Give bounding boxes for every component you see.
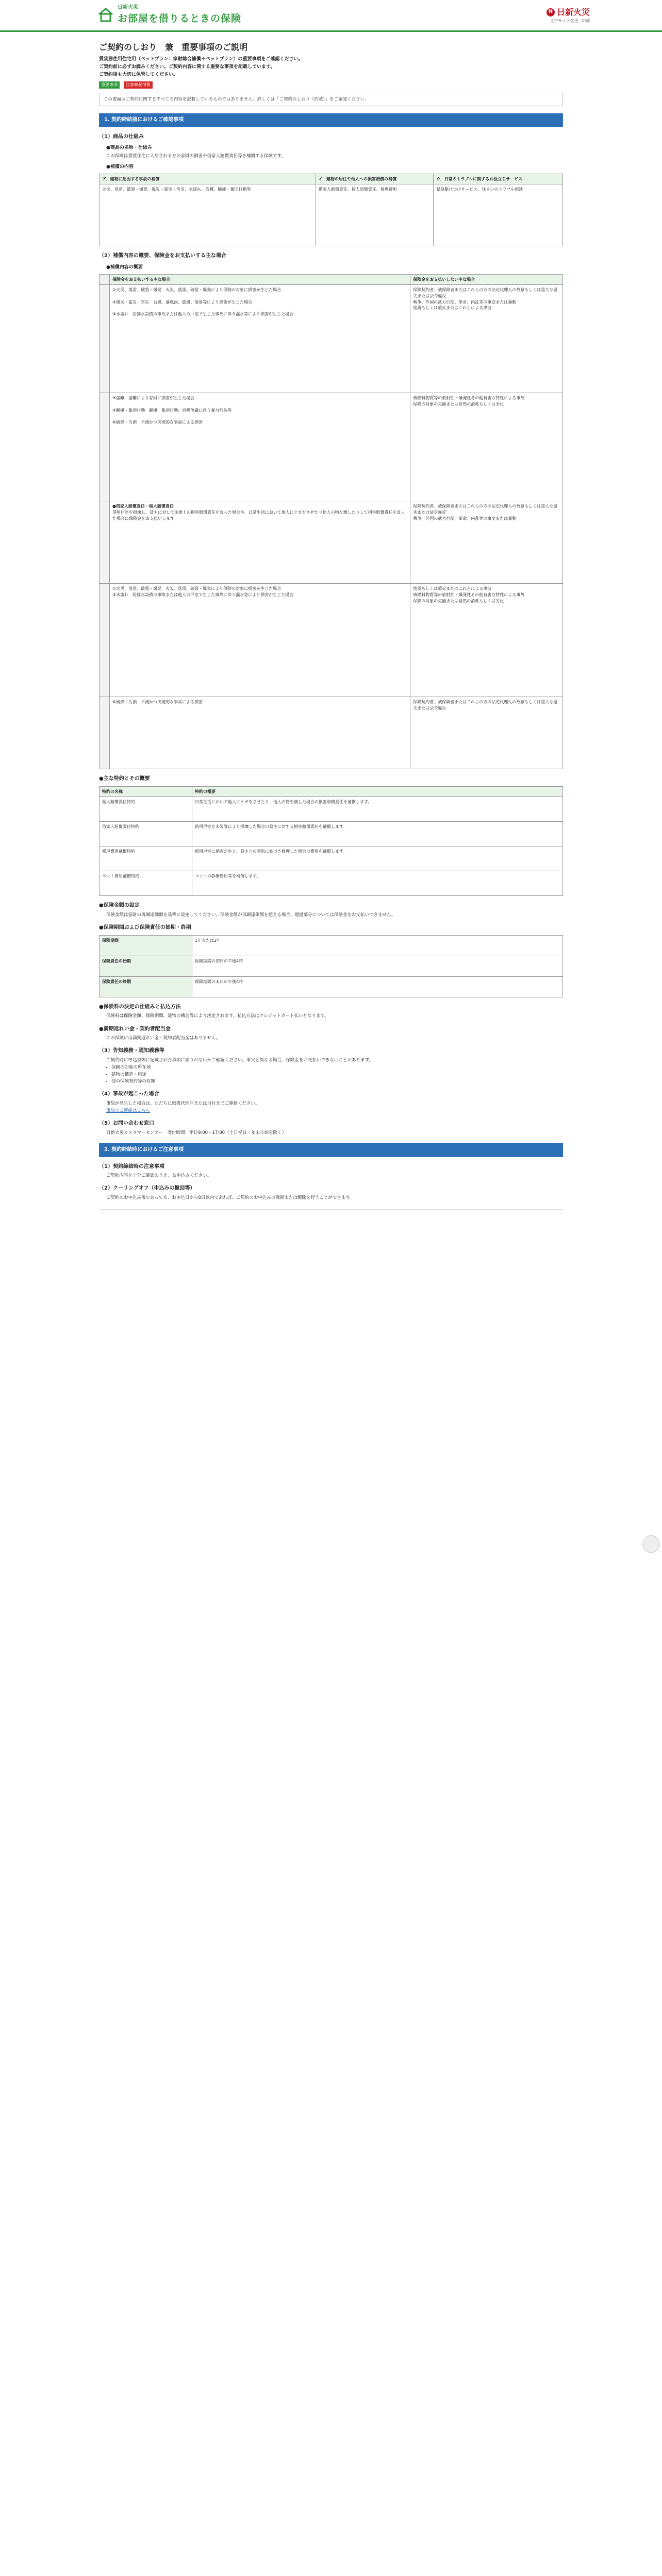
pay-item: ③水濡れ 給排水設備の事故または他人の戸室で生じた事故に伴う漏水等により損害が生じた場合	[112, 311, 294, 316]
intro-line: 賃貸居住用住宅用（ペットプラン：家財総合補償＋ペットプラン）の重要事項をご確認ください。	[99, 57, 303, 62]
period-value: 1年または2年	[192, 935, 563, 956]
period-value: 保険期間の末日の午後4時	[192, 976, 563, 997]
claim-heading: （4）事故が起こった場合	[99, 1091, 159, 1097]
claim-link[interactable]: 事故のご連絡はこちら	[106, 1108, 151, 1113]
s2-sub: ●補償内容の概要	[106, 264, 143, 270]
coverage-header: イ．建物の居住や他人への損害賠償の補償	[316, 174, 433, 184]
note-box: この書面はご契約に関するすべての内容を記載しているものではありません。詳しくは「ご契約のしおり（約款）」をご確認ください。	[99, 93, 563, 106]
nopay-item: 保険の対象の欠陥または自然の消耗もしくは劣化	[413, 401, 504, 406]
period-heading: ●保険期間および保険責任の始期・終期	[99, 925, 191, 931]
intro-line: ご契約後も大切に保管してください。	[99, 72, 178, 78]
pay-cell	[110, 697, 410, 769]
period-value: 保険期間の初日の午後4時	[192, 956, 563, 976]
coverage-header: ア．建物に起因する事故の補償	[100, 174, 316, 184]
liability-text: 借用戸室を損壊し、貸主に対して法律上の損害賠償責任を負った場合や、日常生活において他人にケガをさせたり他人の物を壊したりして損害賠償責任を負った場合に保険金をお支払いします。	[112, 510, 405, 521]
font-size-link[interactable]: 文字サイズ変更	[550, 19, 578, 24]
nopay-cell	[410, 697, 563, 769]
site-header	[0, 0, 662, 32]
period-table	[99, 935, 563, 997]
coverage-cell: 緊急駆けつけサービス、住まいのトラブル相談	[434, 184, 563, 246]
pay-item: ⑤騒擾・集団行動 騒擾、集団行動、労働争議に伴う暴力行為等	[112, 408, 232, 413]
pay-item: ③水濡れ 給排水設備の事故または他人の戸室で生じた事故に伴う漏水等により損害が生じた場合	[112, 592, 294, 597]
intro-line: ご契約前に必ずお読みください。ご契約内容に関する重要な事項を記載しています。	[99, 64, 275, 70]
section2-heading: （1）契約締結時の注意事項	[99, 1163, 164, 1170]
category-cell	[100, 393, 110, 501]
period-label: 保険期間	[100, 935, 192, 956]
nopay-cell	[410, 393, 563, 501]
category-cell	[100, 584, 110, 697]
nopay-cell	[410, 285, 563, 393]
premium-heading: ●保険料の決定の仕組みと払込方法	[99, 1004, 181, 1010]
pet-icon[interactable]	[642, 1535, 660, 1553]
pay-item: ①火災、落雷、破裂・爆発 火災、落雷、破裂・爆発により保険の対象に損害が生じた場合	[112, 287, 282, 293]
intro	[99, 56, 563, 78]
category-cell	[100, 501, 110, 584]
s1-text: この保険は賃貸住宅に入居される方の家財の損害や借家人賠償責任等を補償する保険です。	[106, 154, 286, 159]
pay-cell	[110, 285, 410, 393]
pay-cell	[110, 584, 410, 697]
nopay-item: 核燃料物質等の放射性・爆発性その他有害な特性による事故	[413, 396, 525, 401]
special-desc: 借用戸室を火災等により損壊した場合の貸主に対する損害賠償責任を補償します。	[192, 822, 563, 846]
notice-item: • 建物の構造・用途	[111, 1072, 563, 1078]
brand-title: お部屋を借りるときの保険	[118, 12, 242, 24]
refund-text: この保険には満期返れい金・契約者配当金はありません。	[106, 1036, 221, 1041]
company-logo-text: 日新火災	[556, 7, 590, 18]
nopay-item: 地震もしくは噴火またはこれらによる津波	[413, 586, 492, 591]
company-mark-icon: N	[547, 8, 555, 16]
pay-item: ⑥破損・汚損 不測かつ突発的な事故による損害	[112, 700, 203, 705]
special-name: 修理費用補償特約	[100, 846, 192, 871]
pay-item: ②風災・雹災・雪災 台風、暴風雨、旋風、竜巻等により損害が生じた場合	[112, 299, 253, 304]
nopay-item: 保険の対象の欠陥または自然の消耗もしくは劣化	[413, 598, 504, 603]
notice-list	[111, 1064, 563, 1084]
nopay-item: 地震もしくは噴火またはこれらによる津波	[413, 306, 492, 311]
pay-item: ①火災、落雷、破裂・爆発 火災、落雷、破裂・爆発により保険の対象に損害が生じた場合	[112, 586, 282, 591]
category-cell	[100, 285, 110, 393]
tag-caution: 注意喚起情報	[124, 81, 153, 89]
special-header: 特約の概要	[192, 786, 563, 797]
nopay-item: 保険契約者、被保険者またはこれらの方の法定代理人の故意もしくは重大な過失または法令違反	[413, 504, 558, 515]
section2-text: ご契約内容を十分ご確認のうえ、お申込みください。	[106, 1173, 212, 1179]
payment-table	[99, 274, 563, 770]
nopay-item: 保険契約者、被保険者またはこれらの方の法定代理人の故意もしくは重大な過失または法令違反	[413, 287, 558, 298]
limit-heading: ●保険金額の設定	[99, 903, 140, 909]
liability-cell	[110, 501, 410, 584]
special-desc: 日常生活において他人にケガをさせたり、他人の物を壊した場合の損害賠償責任を補償します。	[192, 797, 563, 822]
nopay-item: 保険契約者、被保険者またはこれらの方の法定代理人の故意もしくは重大な過失または法令違反	[413, 700, 558, 710]
special-header: 特約の名称	[100, 786, 192, 797]
s1-heading: （1）商品の仕組み	[99, 133, 144, 140]
period-label: 保険責任の始期	[100, 956, 192, 976]
special-heading: ●主な特約とその概要	[99, 776, 150, 782]
notice-item: • 保険の対象の所在地	[111, 1064, 563, 1071]
liability-head: ●借家人賠償責任・個人賠償責任	[112, 504, 174, 509]
nopay-header: 保険金をお支払いしない主な場合	[410, 274, 563, 285]
nopay-cell	[410, 584, 563, 697]
section-1-header: 1. 契約締結前におけるご確認事項	[99, 113, 563, 127]
pay-item: ④盗難 盗難により家財に損害が生じた場合	[112, 396, 195, 401]
nopay-item: 核燃料物質等の放射性・爆発性その他有害な特性による事故	[413, 592, 525, 597]
tag-important: 重要事項	[99, 81, 120, 89]
pay-cell	[110, 393, 410, 501]
special-name: 個人賠償責任特約	[100, 797, 192, 822]
category-header	[100, 274, 110, 285]
notice-text: ご契約時に申込書等に記載された事項に誤りがないかご確認ください。事実と異なる場合、保険金をお支払いできないことがあります。	[106, 1057, 373, 1063]
s1-sub2: ●補償の内容	[106, 164, 134, 170]
category-cell	[100, 697, 110, 769]
refund-heading: ●満期返れい金・契約者配当金	[99, 1026, 171, 1032]
special-desc: ペットの診療費用等を補償します。	[192, 871, 563, 896]
coverage-header: ウ．日常のトラブルに関するお役立ちサービス	[434, 174, 563, 184]
coverage-cell: 借家人賠償責任、個人賠償責任、修理費用	[316, 184, 433, 246]
page-title: ご契約のしおり 兼 重要事項のご説明	[99, 42, 248, 52]
nopay-cell	[410, 501, 563, 584]
brand[interactable]	[98, 4, 241, 26]
special-table	[99, 786, 563, 896]
nopay-item: 戦争、外国の武力行使、革命、内乱等の事変または暴動	[413, 516, 517, 521]
limit-text: 保険金額は家財の再調達価額を基準に設定してください。保険金額が再調達価額を超える場合、超過部分については保険金をお支払いできません。	[106, 912, 396, 918]
s1-sub1: ●商品の名称・仕組み	[106, 145, 152, 151]
notice-heading: （3）告知義務・通知義務等	[99, 1048, 164, 1054]
contact-heading: （5）お問い合わせ窓口	[99, 1121, 154, 1127]
s2-heading: （2）補償内容の概要、保険金をお支払いする主な場合	[99, 253, 226, 259]
nopay-item: 戦争、外国の武力行使、革命、内乱等の事変または暴動	[413, 299, 517, 304]
brand-company: 日新火災	[118, 5, 138, 11]
print-link[interactable]: 印刷	[582, 19, 590, 24]
pay-header: 保険金をお支払いする主な場合	[110, 274, 410, 285]
pay-item: ⑥破損・汚損 不測かつ突発的な事故による損害	[112, 419, 203, 425]
coverage-table	[99, 174, 563, 247]
coverage-cell: 火災、落雷、破裂・爆発、風災・雹災・雪災、水濡れ、盗難、騒擾・集団行動等	[100, 184, 316, 246]
cooling-off-text: ご契約のお申込み後であっても、お申込日から8日以内であれば、ご契約のお申込みの撤回または解除を行うことができます。	[106, 1195, 354, 1200]
company-logo[interactable]	[547, 6, 590, 24]
notice-item: • 他の保険契約等の有無	[111, 1078, 563, 1084]
period-label: 保険責任の終期	[100, 976, 192, 997]
house-icon	[98, 8, 113, 22]
special-desc: 借用戸室に損害が生じ、貸主との契約に基づき修理した場合の費用を補償します。	[192, 846, 563, 871]
cooling-off-heading: （2）クーリングオフ（申込みの撤回等）	[99, 1185, 195, 1192]
contact-text: 日新火災カスタマーセンター 受付時間：平日9:00〜17:00（土日祝日・年末年始を除く）	[106, 1130, 287, 1136]
special-name: ペット費用補償特約	[100, 871, 192, 896]
page-footer	[99, 1209, 563, 1343]
premium-text: 保険料は保険金額、保険期間、建物の構造等により決定されます。払込方法はクレジットカード払いとなります。	[106, 1013, 329, 1019]
claim-text: 事故が発生した場合は、ただちに取扱代理店または当社までご連絡ください。	[106, 1100, 260, 1106]
special-name: 借家人賠償責任特約	[100, 822, 192, 846]
section-2-header: 2. 契約締結時におけるご注意事項	[99, 1143, 563, 1157]
